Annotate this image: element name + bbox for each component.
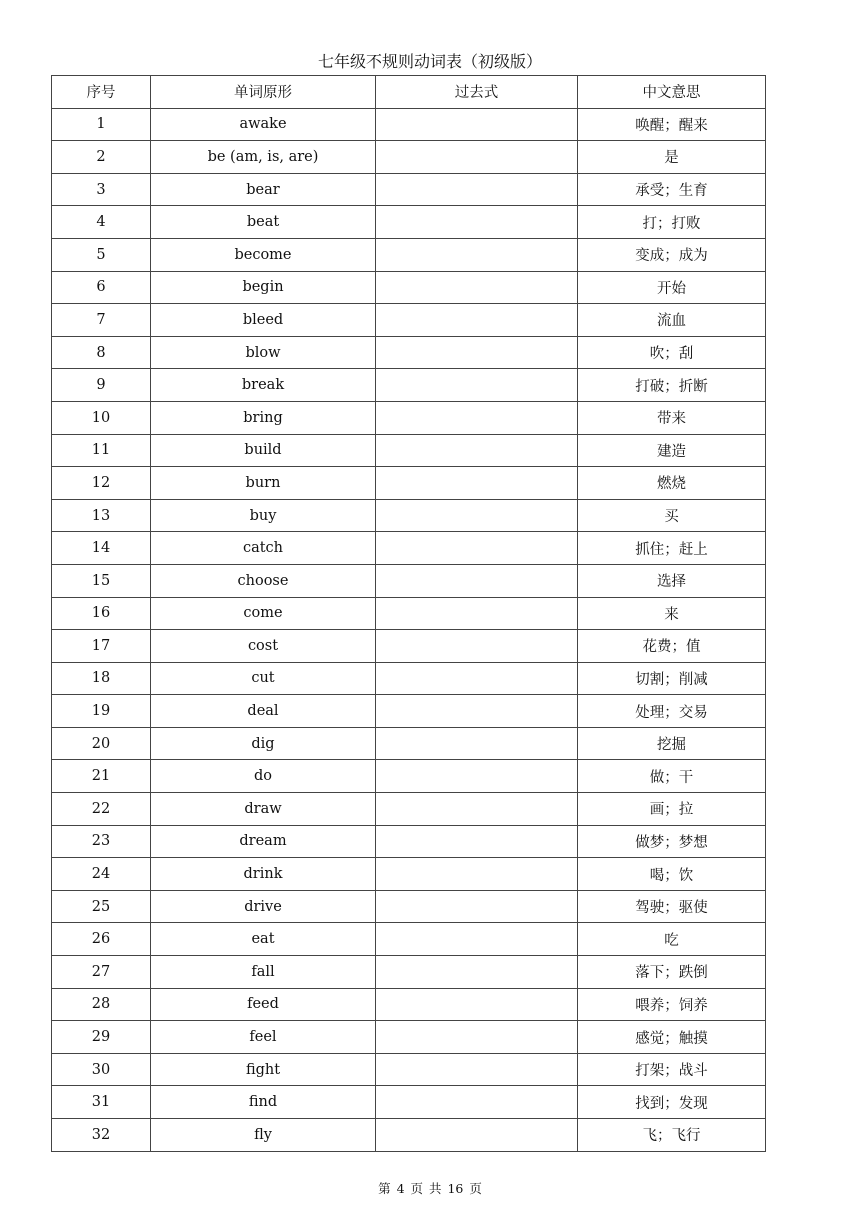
cell-chinese-meaning: 吹；刮 [578,336,766,369]
table-row [52,434,766,467]
cell-base-form: deal [151,695,376,728]
cell-chinese-meaning: 吃 [578,923,766,956]
cell-chinese-meaning: 承受；生育 [578,173,766,206]
cell-chinese-meaning: 找到；发现 [578,1086,766,1119]
cell-base-form: fall [151,956,376,989]
table-row [52,369,766,402]
cell-base-form: build [151,434,376,467]
cell-past-tense-input[interactable] [376,1053,578,1086]
cell-past-tense-input[interactable] [376,336,578,369]
cell-base-form: fight [151,1053,376,1086]
cell-chinese-meaning: 打架；战斗 [578,1053,766,1086]
cell-number: 9 [52,369,151,402]
cell-base-form: burn [151,467,376,500]
cell-chinese-meaning: 选择 [578,564,766,597]
cell-chinese-meaning: 飞；飞行 [578,1119,766,1152]
cell-chinese-meaning: 建造 [578,434,766,467]
cell-past-tense-input[interactable] [376,141,578,174]
cell-number: 13 [52,499,151,532]
cell-past-tense-input[interactable] [376,108,578,141]
cell-number: 29 [52,1021,151,1054]
cell-chinese-meaning: 带来 [578,401,766,434]
cell-base-form: dream [151,825,376,858]
cell-base-form: bring [151,401,376,434]
cell-past-tense-input[interactable] [376,793,578,826]
table-row [52,630,766,663]
cell-past-tense-input[interactable] [376,1021,578,1054]
cell-past-tense-input[interactable] [376,467,578,500]
cell-past-tense-input[interactable] [376,238,578,271]
cell-number: 30 [52,1053,151,1086]
cell-number: 2 [52,141,151,174]
table-row [52,532,766,565]
table-row [52,956,766,989]
table-row [52,238,766,271]
table-row [52,401,766,434]
cell-base-form: become [151,238,376,271]
cell-past-tense-input[interactable] [376,597,578,630]
cell-chinese-meaning: 来 [578,597,766,630]
cell-chinese-meaning: 驾驶；驱使 [578,890,766,923]
cell-base-form: choose [151,564,376,597]
cell-base-form: do [151,760,376,793]
header-base-form: 单词原形 [151,76,376,109]
cell-chinese-meaning: 做；干 [578,760,766,793]
page-footer: 第 4 页 共 16 页 [378,1181,482,1196]
cell-number: 5 [52,238,151,271]
cell-chinese-meaning: 是 [578,141,766,174]
cell-past-tense-input[interactable] [376,271,578,304]
cell-number: 32 [52,1119,151,1152]
cell-chinese-meaning: 打破；折断 [578,369,766,402]
table-body [52,108,766,1151]
cell-chinese-meaning: 喂养；饲养 [578,988,766,1021]
cell-past-tense-input[interactable] [376,369,578,402]
header-number: 序号 [52,76,151,109]
table-row [52,1021,766,1054]
table-row [52,206,766,239]
cell-chinese-meaning: 感觉；触摸 [578,1021,766,1054]
table-row [52,564,766,597]
cell-base-form: dig [151,727,376,760]
cell-base-form: drive [151,890,376,923]
cell-number: 20 [52,727,151,760]
cell-past-tense-input[interactable] [376,890,578,923]
cell-base-form: begin [151,271,376,304]
cell-number: 21 [52,760,151,793]
cell-base-form: break [151,369,376,402]
cell-past-tense-input[interactable] [376,662,578,695]
cell-past-tense-input[interactable] [376,858,578,891]
verb-table [51,75,766,1152]
cell-past-tense-input[interactable] [376,173,578,206]
cell-base-form: bleed [151,304,376,337]
table-header-row [52,76,766,109]
table-row [52,858,766,891]
cell-number: 17 [52,630,151,663]
cell-past-tense-input[interactable] [376,727,578,760]
cell-past-tense-input[interactable] [376,564,578,597]
cell-number: 6 [52,271,151,304]
cell-number: 12 [52,467,151,500]
cell-number: 10 [52,401,151,434]
cell-base-form: eat [151,923,376,956]
table-row [52,695,766,728]
table-row [52,597,766,630]
cell-chinese-meaning: 喝；饮 [578,858,766,891]
table-row [52,825,766,858]
table-row [52,108,766,141]
cell-number: 8 [52,336,151,369]
cell-base-form: blow [151,336,376,369]
table-row [52,1086,766,1119]
cell-number: 18 [52,662,151,695]
cell-base-form: cut [151,662,376,695]
table-row [52,271,766,304]
table-row [52,988,766,1021]
cell-base-form: drink [151,858,376,891]
cell-number: 25 [52,890,151,923]
cell-chinese-meaning: 打；打败 [578,206,766,239]
cell-number: 3 [52,173,151,206]
cell-chinese-meaning: 落下；跌倒 [578,956,766,989]
table-row [52,1119,766,1152]
cell-past-tense-input[interactable] [376,499,578,532]
cell-number: 15 [52,564,151,597]
cell-number: 7 [52,304,151,337]
cell-number: 19 [52,695,151,728]
cell-past-tense-input[interactable] [376,825,578,858]
cell-past-tense-input[interactable] [376,760,578,793]
cell-past-tense-input[interactable] [376,206,578,239]
cell-base-form: cost [151,630,376,663]
cell-chinese-meaning: 开始 [578,271,766,304]
cell-chinese-meaning: 抓住；赶上 [578,532,766,565]
cell-base-form: bear [151,173,376,206]
table-row [52,923,766,956]
cell-past-tense-input[interactable] [376,532,578,565]
cell-number: 11 [52,434,151,467]
cell-number: 14 [52,532,151,565]
cell-past-tense-input[interactable] [376,988,578,1021]
cell-number: 16 [52,597,151,630]
table-row [52,793,766,826]
cell-base-form: draw [151,793,376,826]
table-row [52,304,766,337]
cell-chinese-meaning: 挖掘 [578,727,766,760]
cell-base-form: feel [151,1021,376,1054]
cell-past-tense-input[interactable] [376,923,578,956]
cell-chinese-meaning: 切割；削减 [578,662,766,695]
cell-number: 22 [52,793,151,826]
cell-base-form: beat [151,206,376,239]
cell-number: 26 [52,923,151,956]
cell-base-form: awake [151,108,376,141]
cell-chinese-meaning: 画；拉 [578,793,766,826]
table-row [52,662,766,695]
table-row [52,1053,766,1086]
cell-chinese-meaning: 变成；成为 [578,238,766,271]
table-row [52,173,766,206]
table-row [52,141,766,174]
table-row [52,467,766,500]
cell-base-form: find [151,1086,376,1119]
cell-past-tense-input[interactable] [376,1086,578,1119]
cell-past-tense-input[interactable] [376,434,578,467]
cell-past-tense-input[interactable] [376,304,578,337]
table-row [52,760,766,793]
cell-chinese-meaning: 流血 [578,304,766,337]
cell-base-form: catch [151,532,376,565]
table-row [52,890,766,923]
cell-chinese-meaning: 买 [578,499,766,532]
cell-past-tense-input[interactable] [376,1119,578,1152]
table-row [52,499,766,532]
cell-number: 31 [52,1086,151,1119]
cell-base-form: buy [151,499,376,532]
header-past-tense: 过去式 [376,76,578,109]
cell-number: 1 [52,108,151,141]
cell-chinese-meaning: 唤醒；醒来 [578,108,766,141]
cell-base-form: fly [151,1119,376,1152]
cell-chinese-meaning: 处理；交易 [578,695,766,728]
cell-number: 28 [52,988,151,1021]
page-title: 七年级不规则动词表（初级版） [317,52,542,71]
header-chinese-meaning: 中文意思 [578,76,766,109]
cell-number: 23 [52,825,151,858]
cell-base-form: feed [151,988,376,1021]
cell-chinese-meaning: 燃烧 [578,467,766,500]
cell-past-tense-input[interactable] [376,956,578,989]
cell-number: 4 [52,206,151,239]
cell-past-tense-input[interactable] [376,695,578,728]
cell-chinese-meaning: 花费；值 [578,630,766,663]
cell-base-form: come [151,597,376,630]
cell-number: 24 [52,858,151,891]
table-row [52,336,766,369]
cell-number: 27 [52,956,151,989]
cell-base-form: be (am, is, are) [151,141,376,174]
cell-chinese-meaning: 做梦；梦想 [578,825,766,858]
cell-past-tense-input[interactable] [376,630,578,663]
cell-past-tense-input[interactable] [376,401,578,434]
table-row [52,727,766,760]
